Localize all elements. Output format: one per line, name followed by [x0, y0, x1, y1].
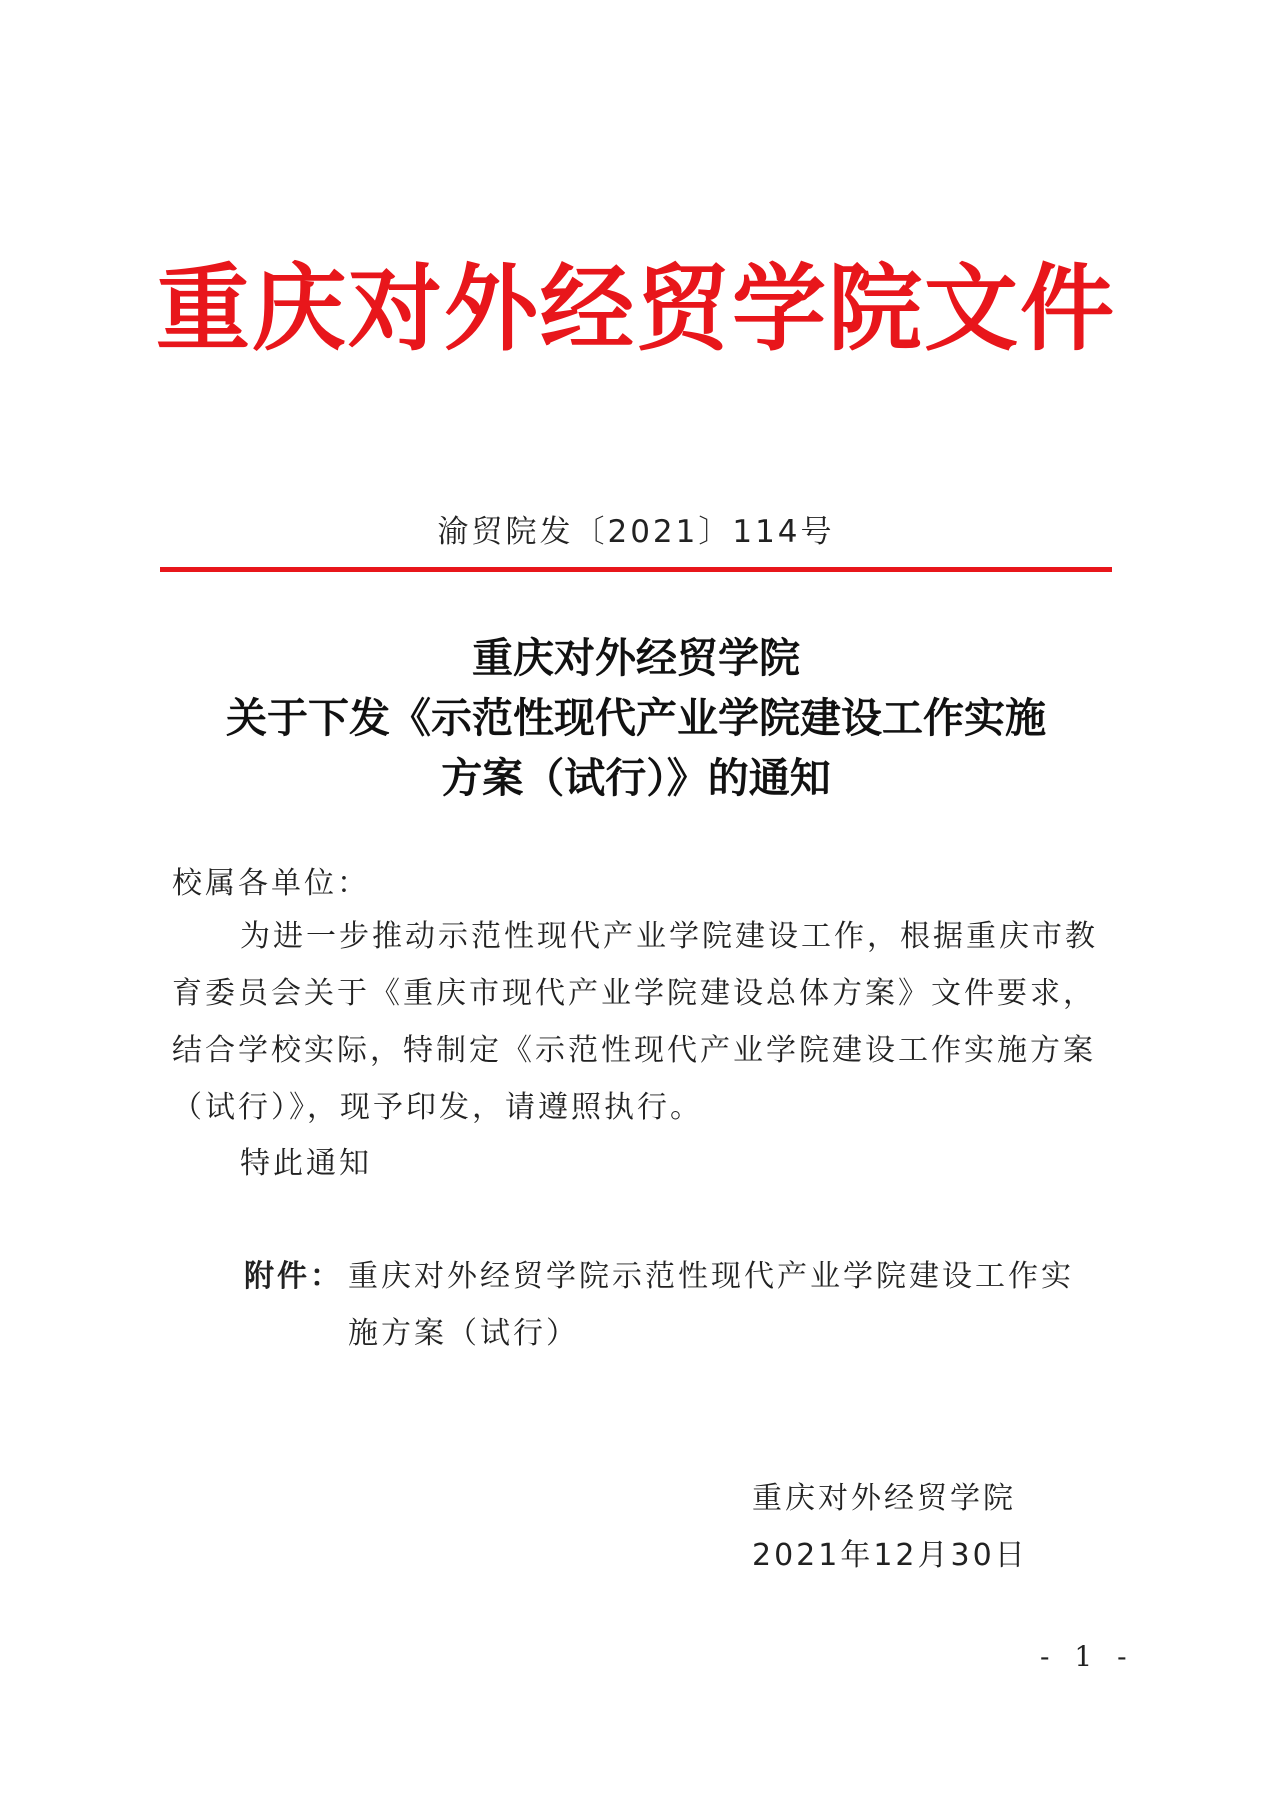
salutation: 校属各单位：: [172, 866, 370, 901]
signature: [752, 1470, 1028, 1584]
attachment-line1: 重庆对外经贸学院示范性现代产业学院建设工作实: [348, 1259, 1074, 1294]
notice-title-line3: 方案（试行）》的通知: [441, 754, 831, 802]
body-paragraph-text: 为进一步推动示范性现代产业学院建设工作，根据重庆市教育委员会关于《重庆市现代产业学院建设总体方案》文件要求，结合学校实际，特制定《示范性现代产业学院建设工作实施方案（试行）》，现予印发，请遵照执行。: [172, 919, 1098, 1125]
document-header-title: 重庆对外经贸学院文件: [155, 254, 1116, 364]
attachment-label: 附件：: [244, 1259, 343, 1294]
notice-title: [150, 628, 1122, 808]
attachment-line2: 施方案（试行）: [348, 1316, 579, 1351]
notice-title-line1: 重庆对外经贸学院: [472, 634, 800, 682]
closing-text: 特此通知: [240, 1146, 372, 1181]
page-number: - 1 -: [1040, 1640, 1135, 1673]
signature-org: 重庆对外经贸学院: [752, 1481, 1016, 1516]
signature-date: 2021年12月30日: [752, 1538, 1028, 1573]
document-number: 渝贸院发〔2021〕114号: [437, 514, 835, 550]
header-divider: [160, 567, 1112, 572]
notice-title-line2: 关于下发《示范性现代产业学院建设工作实施: [226, 694, 1046, 742]
body-paragraph: [172, 908, 1122, 1136]
attachment-text: [348, 1248, 1088, 1362]
